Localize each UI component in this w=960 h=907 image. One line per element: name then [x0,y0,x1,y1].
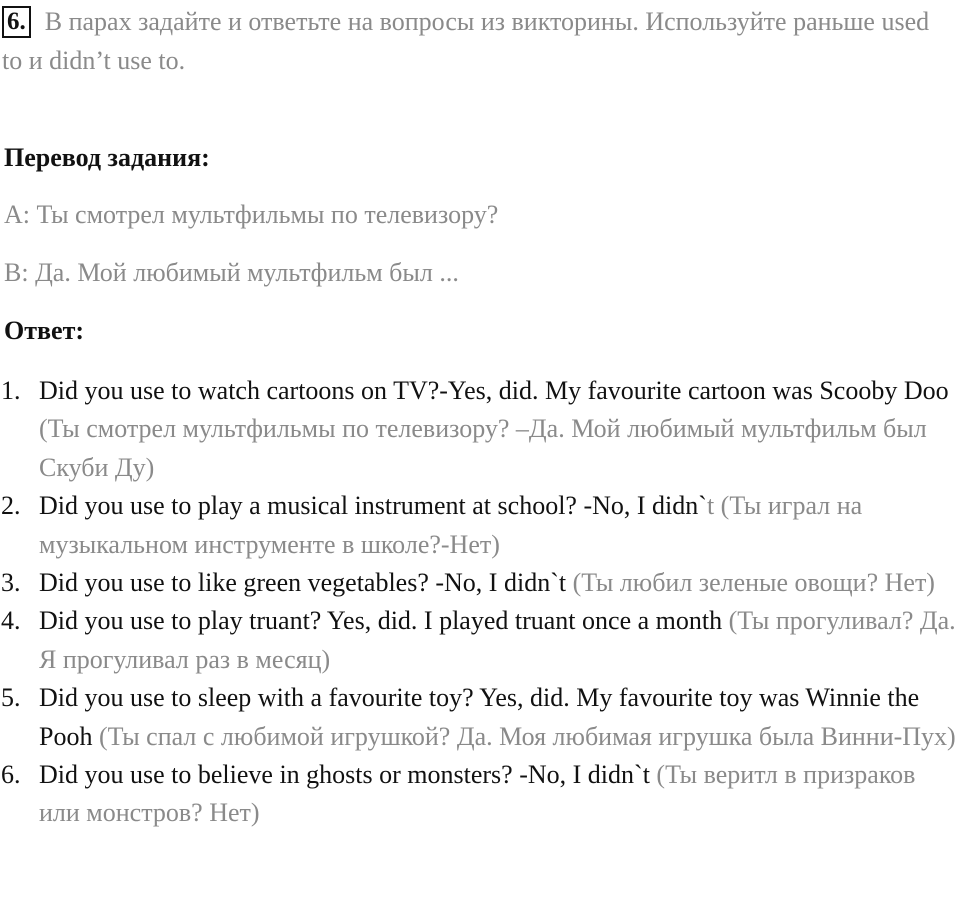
answer-heading: Ответ: [4,316,85,345]
answer-item-6 [0,756,960,833]
answer-english-text: Did you use to sleep with a favourite toy? Yes, did. My favourite toy was Winnie the Pooh [39,683,920,751]
answer-russian-translation: t (Ты играл на музыкальном инструменте в школе?-Нет) [39,491,863,559]
answer-english-text: Did you use to play a musical instrument at school? -No, I didn` [39,491,707,521]
answer-russian-translation: (Ты смотрел мультфильмы по телевизору? –Да. Мой любимый мультфильм был Скуби Ду) [39,414,927,482]
answer-item-3 [0,564,960,602]
answer-english-text: Did you use to play truant? Yes, did. I played truant once a month [39,606,729,636]
answer-item-2 [0,487,960,564]
answer-english-text: Did you use to believe in ghosts or monsters? -No, I didn`t [39,760,657,790]
answer-number: 6. [1,760,21,790]
answer-item-4 [0,602,960,679]
answer-number: 2. [1,491,21,521]
translation-heading: Перевод задания: [4,143,210,172]
task-text: В парах задайте и ответьте на вопросы из викторины. Используйте раньше used to и didn’t use to. [2,7,930,75]
answer-item-1 [0,372,960,487]
translation-line-a: А: Ты смотрел мультфильмы по телевизору? [4,200,499,229]
task-number-box: 6. [2,6,31,38]
answer-number: 1. [1,376,21,405]
answer-russian-translation: (Ты любил зеленые овощи? Нет) [572,568,935,598]
answer-russian-translation: (Ты веритл в призраков или монстров? Нет) [39,760,916,828]
answer-english-text: Did you use to watch cartoons on TV?-Yes, did. My favourite cartoon was Scooby Doo [39,376,949,405]
task-instruction [2,2,952,80]
answer-russian-translation: (Ты спал с любимой игрушкой? Да. Моя любимая игрушка была Винни-Пух) [98,721,956,751]
answer-russian-translation: (Ты прогуливал? Да. Я прогуливал раз в месяц) [39,606,956,674]
answer-list [0,372,960,833]
answer-number: 5. [1,683,21,713]
answer-english-text: Did you use to like green vegetables? -No, I didn`t [39,568,573,598]
translation-line-b: В: Да. Мой любимый мультфильм был ... [4,258,459,287]
answer-item-5 [0,679,960,756]
answer-number: 4. [1,606,21,636]
answer-number: 3. [1,568,21,598]
